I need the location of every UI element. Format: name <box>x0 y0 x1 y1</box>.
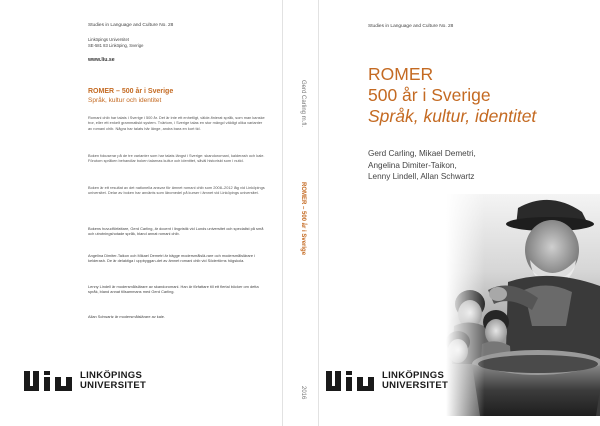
author-line: Angelina Dimiter-Taikon, <box>368 160 457 170</box>
front-title <box>368 64 536 127</box>
author-bio: Lenny Lindell är modersmålslärare av skandoromani. Han är författare till ett flertal böcker om detta språk, bland annat tillsammans med Gerd Carling. <box>88 284 259 295</box>
liu-logo <box>24 371 146 391</box>
blurb-paragraph: Boken är ett resultat av det nationella ansvar för ämnet romani chib som 2008–2012 låg vid Linköpings universitet. Delar av boken har använts som läromedel på kurser i ämnet vid Linköpings universitet. <box>88 185 265 196</box>
front-authors <box>368 148 476 183</box>
address-line: Linköpings Universitet <box>88 37 129 42</box>
address-line: SE-581 83 Linköping, Sverige <box>88 43 144 48</box>
spine-title: ROMER – 500 år i Sverige <box>300 182 306 256</box>
front-cover <box>318 0 600 426</box>
cover-photograph-image <box>446 194 600 416</box>
cover-photograph <box>446 194 600 416</box>
author-line: Gerd Carling, Mikael Demetri, <box>368 149 476 158</box>
liu-logo <box>326 371 448 391</box>
back-title-main: ROMER – 500 år i Sverige <box>88 88 174 95</box>
front-title-line: 500 år i Sverige <box>368 85 491 105</box>
spine-authors: Gerd Carling m.fl. <box>300 80 306 128</box>
author-bio: Allan Schwartz är modersmålslärare av kale. <box>88 314 165 319</box>
website-link[interactable]: www.liu.se <box>88 57 115 63</box>
author-bio: Bokens huvudförfattare, Gerd Carling, är docent i lingvistik vid Lunds universitet och specialist på små och utrotningshotade språk, bland annat romani chib. <box>88 226 264 237</box>
back-cover <box>0 0 282 426</box>
blurb-paragraph: Boken fokuserar på de tre varianter som har talats längst i Sverige: skandoromani, kalderash och kale. Förutom språken behandlar boken talarnas kultur och identitet, såväl historiskt som i nutid. <box>88 153 265 164</box>
blurb-paragraph: Romani chib har talats i Sverige i 500 år. Det är inte ett enhetligt, välde-finierat språk, som man kanske tror, eller ett enkelt grammatiskt system. Tvärtom, i Sverige talas en stor mängd väldigt olika varianter av romani chib. Några har talats här länge, andra bara en kort tid. <box>88 115 265 131</box>
liu-logo-text: LINKÖPINGS UNIVERSITET <box>80 370 147 391</box>
front-series-label: Studies in Language and Culture No. 28 <box>368 24 454 29</box>
front-subtitle: Språk, kultur, identitet <box>368 106 537 126</box>
back-series-label: Studies in Language and Culture No. 28 <box>88 23 174 28</box>
spine <box>282 0 318 426</box>
back-subtitle: Språk, kultur och identitet <box>88 97 162 104</box>
spine-year: 2016 <box>300 386 306 400</box>
author-bio: Angelina Dimiter-Taikon och Mikael Demetri är bägge modersmålslä-rare och modersmålslärare i kelderash. De är delaktiga i uppbyggan-det av ämnet romani chib vid Södertörns högskola. <box>88 253 255 264</box>
liu-logo-mark <box>24 371 74 391</box>
back-title <box>88 87 173 105</box>
liu-logo-text: LINKÖPINGS UNIVERSITET <box>382 370 449 391</box>
author-line: Lenny Lindell, Allan Schwartz <box>368 172 475 181</box>
front-title-line: ROMER <box>368 64 434 84</box>
liu-logo-mark <box>326 371 376 391</box>
publisher-address <box>88 37 143 49</box>
